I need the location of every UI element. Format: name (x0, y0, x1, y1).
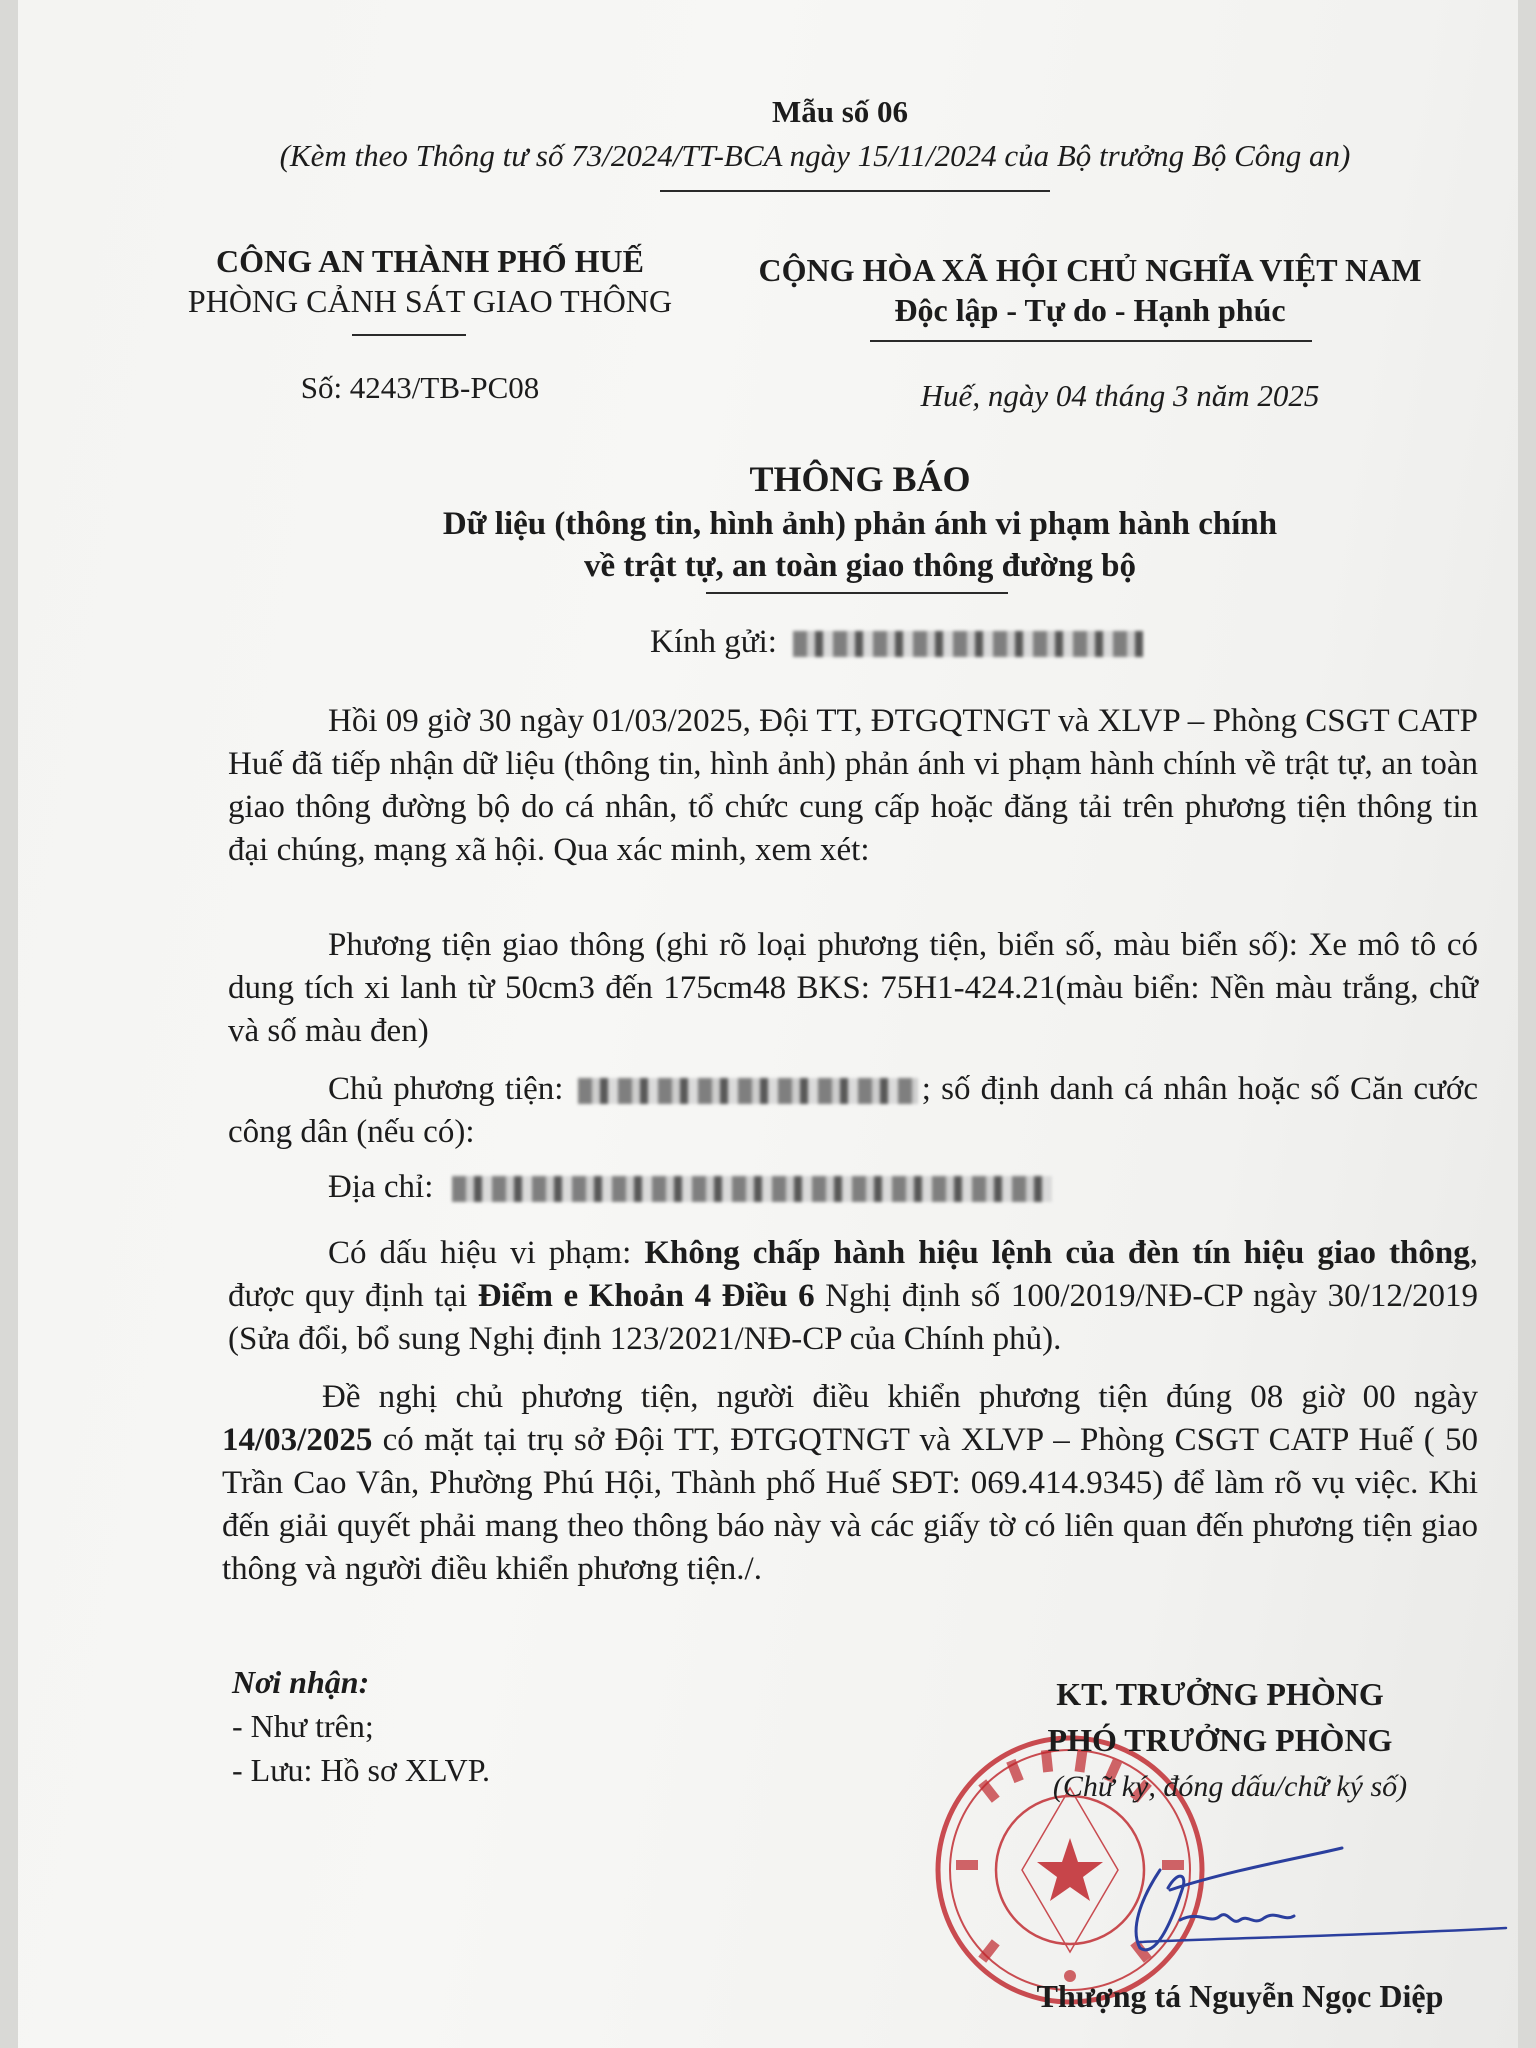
violation-tail: Nghị định số 100/2019/NĐ-CP ngày 30/12/2019 (Sửa đổi, bổ sung Nghị định 123/2021/NĐ-CP của Chính phủ). (228, 1278, 1479, 1357)
paragraph-vehicle-text: Phương tiện giao thông (ghi rõ loại phương tiện, biển số, màu biển số): Xe mô tô có dung tích xi lanh từ 50cm3 đến 175cm48 BKS: 75H1-424.21(màu biển: Nền màu trắng, chữ và số màu đen) (228, 927, 1478, 1049)
right-header-rule (870, 340, 1312, 342)
handwritten-signature-icon (1070, 1830, 1510, 1960)
paragraph-violation (228, 1232, 1478, 1361)
nation-name: CỘNG HÒA XÃ HỘI CHỦ NGHĨA VIỆT NAM (758, 252, 1422, 288)
paragraph-summons (222, 1376, 1478, 1591)
summons-lead: Đề nghị chủ phương tiện, người điều khiển phương tiện đúng 08 giờ 00 ngày (322, 1379, 1478, 1415)
left-header-rule (352, 334, 466, 336)
document-title: THÔNG BÁO (749, 459, 971, 499)
signer-name: Thượng tá Nguyễn Ngọc Diệp (1036, 1978, 1444, 2014)
form-number: Mẫu số 06 (771, 94, 909, 129)
paragraph-owner (228, 1068, 1478, 1154)
recipient-item-2: - Lưu: Hồ sơ XLVP. (232, 1752, 490, 1788)
redacted-address (452, 1176, 1052, 1202)
summons-date: 14/03/2025 (222, 1422, 373, 1458)
paragraph-vehicle (228, 924, 1478, 1053)
document-subject-line1: Dữ liệu (thông tin, hình ảnh) phản ánh vi phạm hành chính (442, 506, 1278, 542)
recipients-heading: Nơi nhận: (232, 1664, 370, 1700)
redacted-recipient (793, 631, 1143, 657)
paragraph-address (228, 1166, 1478, 1209)
agency-name: CÔNG AN THÀNH PHỐ HUẾ (216, 243, 644, 279)
signature-title-line2: PHÓ TRƯỞNG PHÒNG (1047, 1722, 1393, 1758)
title-rule (706, 592, 1008, 594)
place-date: Huế, ngày 04 tháng 3 năm 2025 (920, 378, 1320, 413)
form-rule (660, 190, 1050, 192)
department-name: PHÒNG CẢNH SÁT GIAO THÔNG (187, 283, 673, 319)
signature-note: (Chữ ký, đóng dấu/chữ ký số) (1052, 1770, 1408, 1803)
paragraph-intake-text: Hồi 09 giờ 30 ngày 01/03/2025, Đội TT, ĐTGQTNGT và XLVP – Phòng CSGT CATP Huế đã tiếp nhận dữ liệu (thông tin, hình ảnh) phản ánh vi phạm hành chính về trật tự, an toàn giao thông đường bộ do cá nhân, tổ chức cung cấp hoặc đăng tải trên phương tiện thông tin đại chúng, mạng xã hội. Qua xác minh, xem xét: (228, 703, 1478, 868)
national-motto: Độc lập - Tự do - Hạnh phúc (894, 292, 1286, 328)
document-subject-line2: về trật tự, an toàn giao thông đường bộ (583, 548, 1136, 584)
violation-description: Không chấp hành hiệu lệnh của đèn tín hiệu giao thông (644, 1235, 1470, 1271)
paragraph-intake (228, 700, 1478, 872)
form-reference: (Kèm theo Thông tư số 73/2024/TT-BCA ngày 15/11/2024 của Bộ trưởng Bộ Công an) (279, 138, 1351, 173)
violation-article: Điểm e Khoản 4 Điều 6 (477, 1278, 815, 1314)
signature-title-line1: KT. TRƯỞNG PHÒNG (1056, 1676, 1384, 1712)
recipient-label: Kính gửi: (650, 624, 777, 660)
recipient-item-1: - Như trên; (232, 1708, 374, 1744)
redacted-owner-name (578, 1078, 918, 1104)
violation-lead: Có dấu hiệu vi phạm: (328, 1235, 645, 1271)
recipient-line (650, 624, 1143, 661)
owner-id-text: ; số định danh cá nhân hoặc số Căn cước công dân (nếu có): (228, 1071, 1478, 1150)
document-number: Số: 4243/TB-PC08 (300, 370, 540, 405)
address-label: Địa chỉ: (328, 1169, 434, 1205)
summons-tail: có mặt tại trụ sở Đội TT, ĐTGQTNGT và XLVP – Phòng CSGT CATP Huế ( 50 Trần Cao Vân, Phường Phú Hội, Thành phố Huế SĐT: 069.414.9345) để làm rõ vụ việc. Khi đến giải quyết phải mang theo thông báo này và các giấy tờ có liên quan đến phương tiện giao thông và người điều khiển phương tiện./. (222, 1422, 1478, 1587)
owner-label: Chủ phương tiện: (328, 1071, 564, 1107)
violation-mid: , được quy định tại (228, 1235, 1478, 1314)
